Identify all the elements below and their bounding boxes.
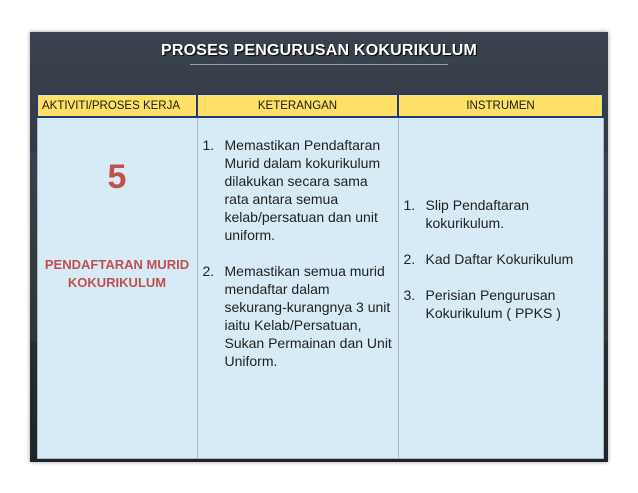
slide-title: PROSES PENGURUSAN KOKURIKULUM xyxy=(160,42,478,59)
table-row xyxy=(37,117,603,459)
list-text: Memastikan Pendaftaran Murid dalam kokurikulum dilakukan secara sama rata antara semua kelab/persatuan dan unit uniform. xyxy=(224,137,381,243)
title-underline xyxy=(190,64,448,65)
list-item xyxy=(203,136,394,244)
list-text: Kad Daftar Kokurikulum xyxy=(425,251,574,267)
activity-cell xyxy=(37,117,197,459)
list-number: 1. xyxy=(403,197,416,213)
keterangan-cell xyxy=(197,117,398,459)
step-number: 5 xyxy=(107,158,127,196)
header-aktiviti: AKTIVITI/PROSES KERJA xyxy=(37,94,197,117)
process-table xyxy=(36,93,604,459)
list-text: Memastikan semua murid mendaftar dalam sekurang-kurangnya 3 unit iaitu Kelab/Persatuan, Sukan Permainan dan Unit Uniform. xyxy=(224,263,392,369)
header-keterangan: KETERANGAN xyxy=(197,94,398,117)
list-number: 1. xyxy=(202,137,215,153)
slide xyxy=(30,32,608,462)
header-instrumen: INSTRUMEN xyxy=(398,94,603,117)
list-text: Perisian Pengurusan Kokurikulum ( PPKS ) xyxy=(425,287,561,321)
list-item xyxy=(203,262,394,370)
list-item xyxy=(404,250,599,268)
list-number: 2. xyxy=(202,263,215,279)
list-item xyxy=(404,286,599,322)
list-number: 3. xyxy=(403,287,416,303)
instrumen-cell xyxy=(398,117,603,459)
step-name: PENDAFTARAN MURID KOKURIKULUM xyxy=(44,257,190,290)
list-text: Slip Pendaftaran kokurikulum. xyxy=(425,197,530,231)
table-header-row xyxy=(37,94,603,117)
list-item xyxy=(404,196,599,232)
list-number: 2. xyxy=(403,251,416,267)
